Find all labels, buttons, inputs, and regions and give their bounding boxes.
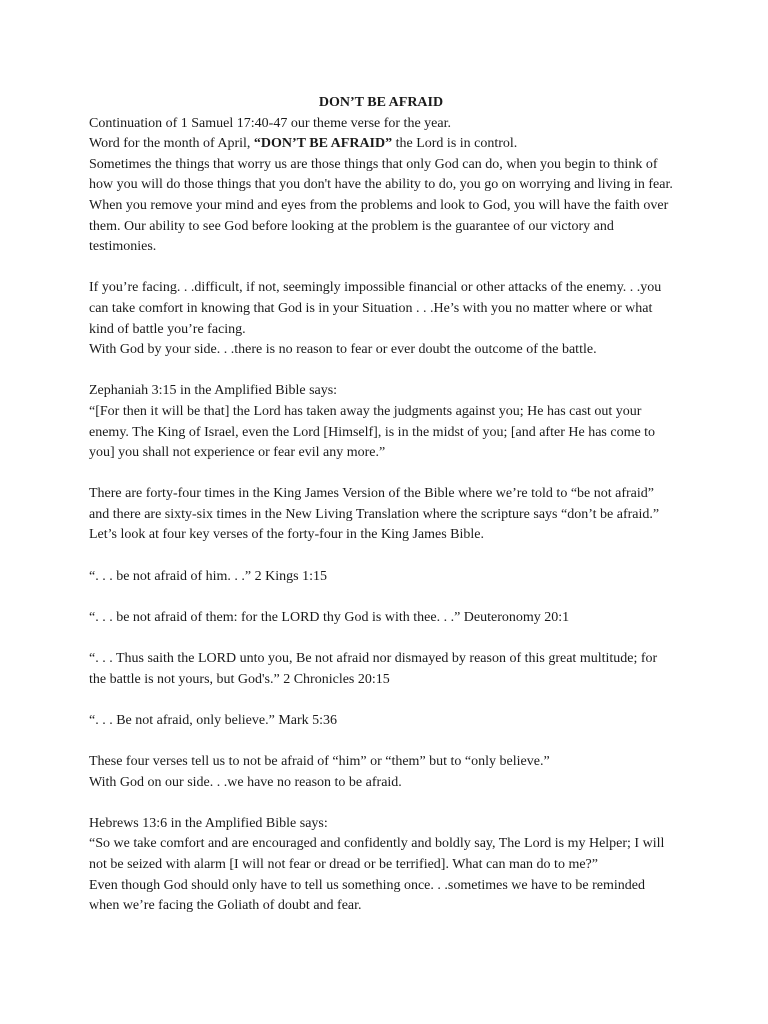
zephaniah-quote: “[For then it will be that] the Lord has taken away the judgments against you; He has cast out your enemy. The King of Israel, even the Lord [Himself], is in the midst of you; [and after He has come to you] you shall not experience or fear evil any more.” [89,403,656,461]
spacer [89,690,673,711]
verse-2-chronicles: “. . . Thus saith the LORD unto you, Be not afraid nor dismayed by reason of this great multitude; for the battle is not yours, but God's.” 2 Chronicles 20:15 [89,651,658,687]
counts-paragraph: There are forty-four times in the King James Version of the Bible where we’re told to “be not afraid” and there are sixty-six times in the New Living Translation where the scripture says “don’t be afraid.” [89,486,660,522]
spacer [89,464,673,485]
spacer [89,258,673,279]
document-page [89,93,673,917]
by-your-side: With God by your side. . .there is no reason to fear or ever doubt the outcome of the battle. [89,342,597,358]
intro-line: Continuation of 1 Samuel 17:40-47 our theme verse for the year. [89,115,451,131]
zephaniah-intro: Zephaniah 3:15 in the Amplified Bible says: [89,383,338,399]
hebrews-intro: Hebrews 13:6 in the Amplified Bible says: [89,815,328,831]
lets-look: Let’s look at four key verses of the forty-four in the King James Bible. [89,527,485,543]
verse-mark: “. . . Be not afraid, only believe.” Mark 5:36 [89,712,338,728]
word-prefix: Word for the month of April, [89,136,254,152]
summary-line: These four verses tell us to not be afraid of “him” or “them” but to “only believe.” [89,754,550,769]
spacer [89,793,673,814]
hebrews-quote: “So we take comfort and are encouraged and confidently and boldly say, The Lord is my Helper; I will not be seized with alarm [I will not fear or dread or be terrified]. What can man do to me?” [89,836,665,872]
verse-deuteronomy: “. . . be not afraid of them: for the LORD thy God is with thee. . .” Deuteronomy 20:1 [89,609,570,625]
spacer [89,731,673,752]
verse-2-kings: “. . . be not afraid of him. . .” 2 Kings 1:15 [89,568,327,584]
intro-paragraph: Sometimes the things that worry us are those things that only God can do, when you begin to think of how you will do those things that you don't have the ability to do, you go on worrying and living in fear. When you remove your mind and eyes from the problems and look to God, you will have the faith over them. Our ability to see God before looking at the problem is the guarantee of our victory and testimonies. [89,156,673,255]
spacer [89,587,673,608]
document-title: DON’T BE AFRAID [318,95,444,110]
facing-paragraph: If you’re facing. . .difficult, if not, seemingly impossible financial or other attacks of the enemy. . .you can take comfort in knowing that God is in your Situation . . .He’s with you no matter where or what kind of battle you’re facing. [89,280,662,337]
summary-side: With God on our side. . .we have no reason to be afraid. [89,774,402,790]
word-suffix: the Lord is in control. [392,136,518,152]
word-of-month [89,134,673,155]
word-bold: “DON’T BE AFRAID” [253,136,393,152]
closing-paragraph: Even though God should only have to tell us something once. . .sometimes we have to be reminded when we’re facing the Goliath of doubt and fear. [89,877,646,914]
spacer [89,628,673,649]
spacer [89,361,673,382]
spacer [89,546,673,567]
